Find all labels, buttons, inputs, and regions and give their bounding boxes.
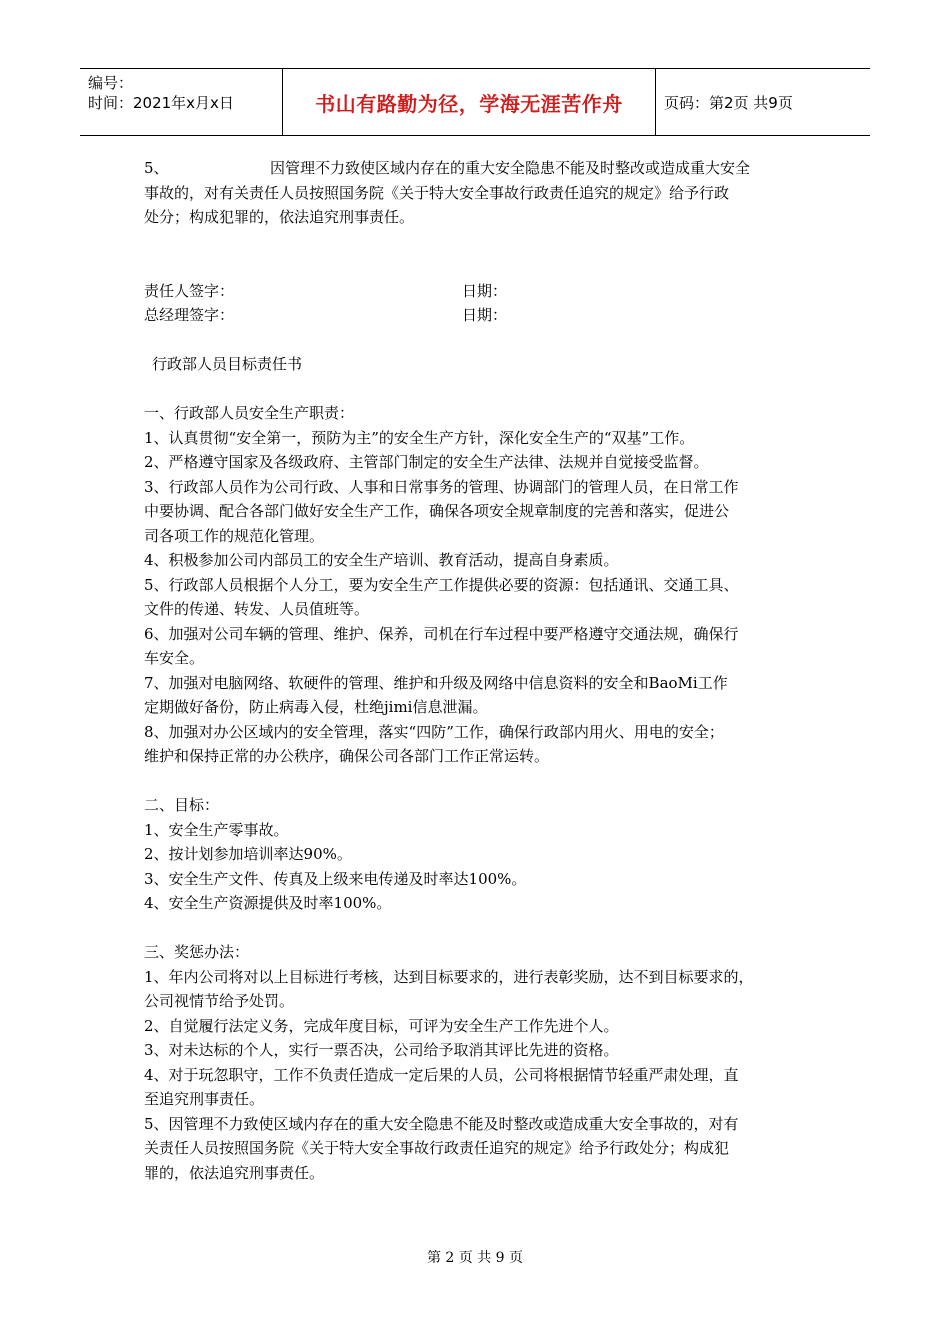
section1-line: 车安全。 [144, 649, 205, 667]
section1-line: 5、行政部人员根据个人分工，要为安全生产工作提供必要的资源：包括通讯、交通工具、 [144, 575, 739, 594]
section1-line: 维护和保持正常的办公秩序，确保公司各部门工作正常运转。 [144, 747, 550, 765]
section3-line: 至追究刑事责任。 [144, 1090, 265, 1108]
section3-line: 关责任人员按照国务院《关于特大安全事故行政责任追究的规定》给予行政处分；构成犯 [144, 1139, 730, 1157]
page-footer: 第 2 页 共 9 页 [426, 1250, 524, 1266]
section1-line: 2、严格遵守国家及各级政府、主管部门制定的安全生产法律、法规并自觉接受监督。 [144, 453, 709, 471]
section1-line: 1、认真贯彻“安全第一，预防为主”的安全生产方针，深化安全生产的“双基”工作。 [144, 428, 695, 447]
signature-row-manager [144, 303, 814, 328]
section2-heading: 二、目标： [144, 796, 220, 814]
number-label: 编号： [88, 74, 134, 92]
signature-row-responsible [144, 279, 814, 304]
top-item5-line2: 事故的，对有关责任人员按照国务院《关于特大安全事故行政责任追究的规定》给予行政 [144, 183, 730, 202]
section3-line: 罪的，依法追究刑事责任。 [144, 1163, 325, 1182]
signature-label: 总经理签字： [144, 306, 235, 324]
section1-line: 4、积极参加公司内部员工的安全生产培训、教育活动，提高自身素质。 [144, 551, 619, 569]
section1-line: 文件的传递、转发、人员值班等。 [144, 600, 370, 618]
page-header [80, 68, 870, 136]
document-body [144, 156, 814, 1185]
section1-line: 6、加强对公司车辆的管理、维护、保养，司机在行车过程中要严格遵守交通法规，确保行 [144, 624, 739, 643]
item5-text: 因管理不力致使区域内存在的重大安全隐患不能及时整改或造成重大安全 [270, 159, 751, 177]
header-motto-cell [282, 69, 656, 135]
section1-heading: 一、行政部人员安全生产职责： [144, 404, 355, 422]
section1-line: 中要协调、配合各部门做好安全生产工作，确保各项安全规章制度的完善和落实，促进公 [144, 502, 730, 520]
header-page-label: 页码：第2页 共9页 [664, 93, 793, 112]
date-label: 日期： [462, 281, 508, 300]
section1-line: 司各项工作的规范化管理。 [144, 526, 325, 545]
section1-line: 7、加强对电脑网络、软硬件的管理、维护和升级及网络中信息资料的安全和BaoMi工作 [144, 673, 728, 692]
signature-label: 责任人签字： [144, 281, 235, 300]
section3-line: 5、因管理不力致使区域内存在的重大安全隐患不能及时整改或造成重大安全事故的，对有 [144, 1114, 739, 1133]
section3-line: 2、自觉履行法定义务，完成年度目标，可评为安全生产工作先进个人。 [144, 1016, 619, 1035]
header-page-cell [656, 69, 870, 135]
section1-line: 8、加强对办公区域内的安全管理，落实“四防”工作，确保行政部内用火、用电的安全； [144, 722, 724, 741]
section2-line: 4、安全生产资源提供及时率100%。 [144, 894, 392, 912]
section2-line: 2、按计划参加培训率达90%。 [144, 845, 352, 863]
section3-line: 4、对于玩忽职守，工作不负责任造成一定后果的人员，公司将根据情节轻重严肃处理，直 [144, 1065, 739, 1084]
top-item5-line3: 处分；构成犯罪的，依法追究刑事责任。 [144, 208, 415, 226]
section3-line: 公司视情节给予处罚。 [144, 992, 295, 1010]
date-label: 日期： [462, 306, 508, 324]
header-motto: 书山有路勤为径，学海无涯苦作舟 [315, 91, 623, 116]
section1-line: 3、行政部人员作为公司行政、人事和日常事务的管理、协调部门的管理人员，在日常工作 [144, 477, 739, 496]
section3-line: 3、对未达标的个人，实行一票否决，公司给予取消其评比先进的资格。 [144, 1041, 619, 1059]
time-label: 时间：2021年x月x日 [88, 94, 234, 112]
item5-number: 5、 [144, 159, 169, 177]
header-meta [80, 69, 282, 135]
section3-line: 1、年内公司将对以上目标进行考核，达到目标要求的，进行表彰奖励，达不到目标要求的， [144, 967, 754, 986]
document-title: 行政部人员目标责任书 [152, 355, 303, 373]
section2-line: 3、安全生产文件、传真及上级来电传递及时率达100%。 [144, 869, 527, 888]
section2-line: 1、安全生产零事故。 [144, 820, 289, 839]
section1-line: 定期做好备份，防止病毒入侵，杜绝jimi信息泄漏。 [144, 698, 488, 716]
top-item5-line1 [144, 156, 814, 181]
section3-heading: 三、奖惩办法： [144, 943, 250, 961]
